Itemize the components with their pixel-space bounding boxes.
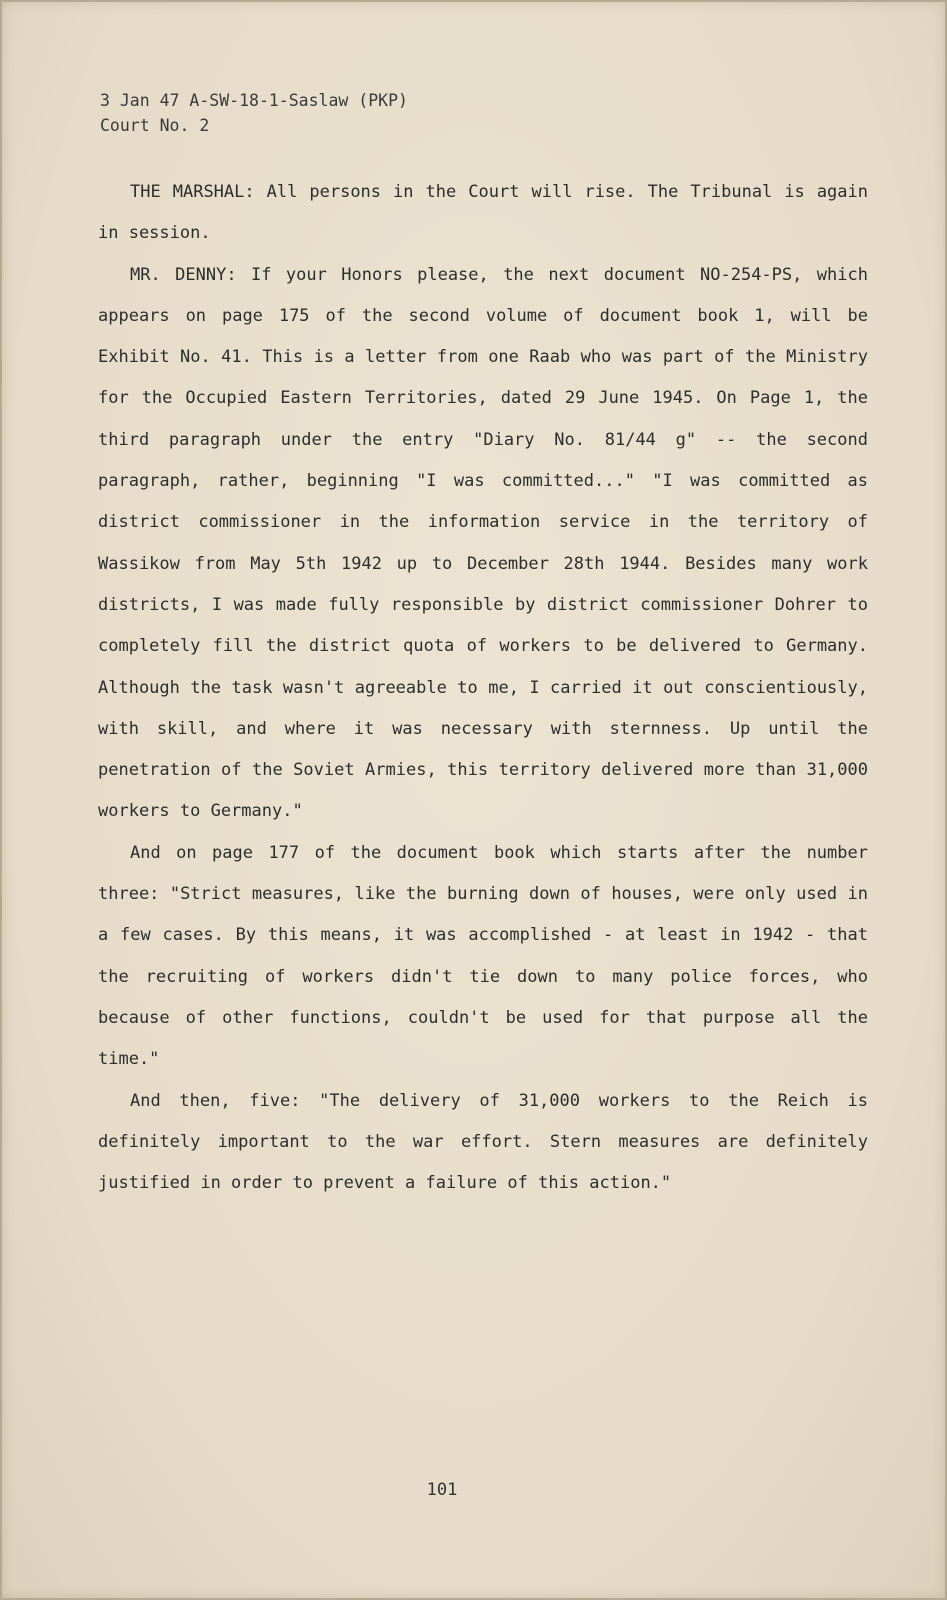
header-date-reference: 3 Jan 47 A-SW-18-1-Saslaw (PKP) [100, 91, 408, 110]
header-court-number: Court No. 2 [100, 116, 210, 135]
page-number: 101 [426, 1480, 458, 1500]
transcript-body [98, 172, 868, 1204]
document-header [100, 88, 408, 138]
paragraph-page-177: And on page 177 of the document book which starts after the number three: "Strict measures, like the burning down of houses, were only used in a few cases. By this means, it was accomplished - at least in 1942 - that the recruiting of workers didn't tie down to many police forces, who because of other functions, couldn't be used for that purpose all the time." [98, 842, 868, 1070]
paragraph-marshal: THE MARSHAL: All persons in the Court will rise. The Tribunal is again in session. [98, 182, 868, 244]
paragraph-point-five: And then, five: "The delivery of 31,000 workers to the Reich is definitely important to the war effort. Stern measures are definitely justified in order to prevent a failure of this action." [98, 1090, 868, 1194]
paragraph-denny-exhibit: MR. DENNY: If your Honors please, the next document NO-254-PS, which appears on page 175 of the second volume of document book 1, will be Exhibit No. 41. This is a letter from one Raab who was part of the Ministry for the Occupied Eastern Territories, dated 29 June 1945. On Page 1, the third paragraph under the entry "Diary No. 81/44 g" -- the second paragraph, rather, beginning "I was committed..." "I was committed as district commissioner in the information service in the territory of Wassikow from May 5th 1942 up to December 28th 1944. Besides many work districts, I was made fully responsible by district commissioner Dohrer to completely fill the district quota of workers to be delivered to Germany. Although the task wasn't agreeable to me, I carried it out conscientiously, with skill, and where it was necessary with sternness. Up until the penetration of the Soviet Armies, this territory delivered more than 31,000 workers to Germany." [98, 264, 868, 822]
